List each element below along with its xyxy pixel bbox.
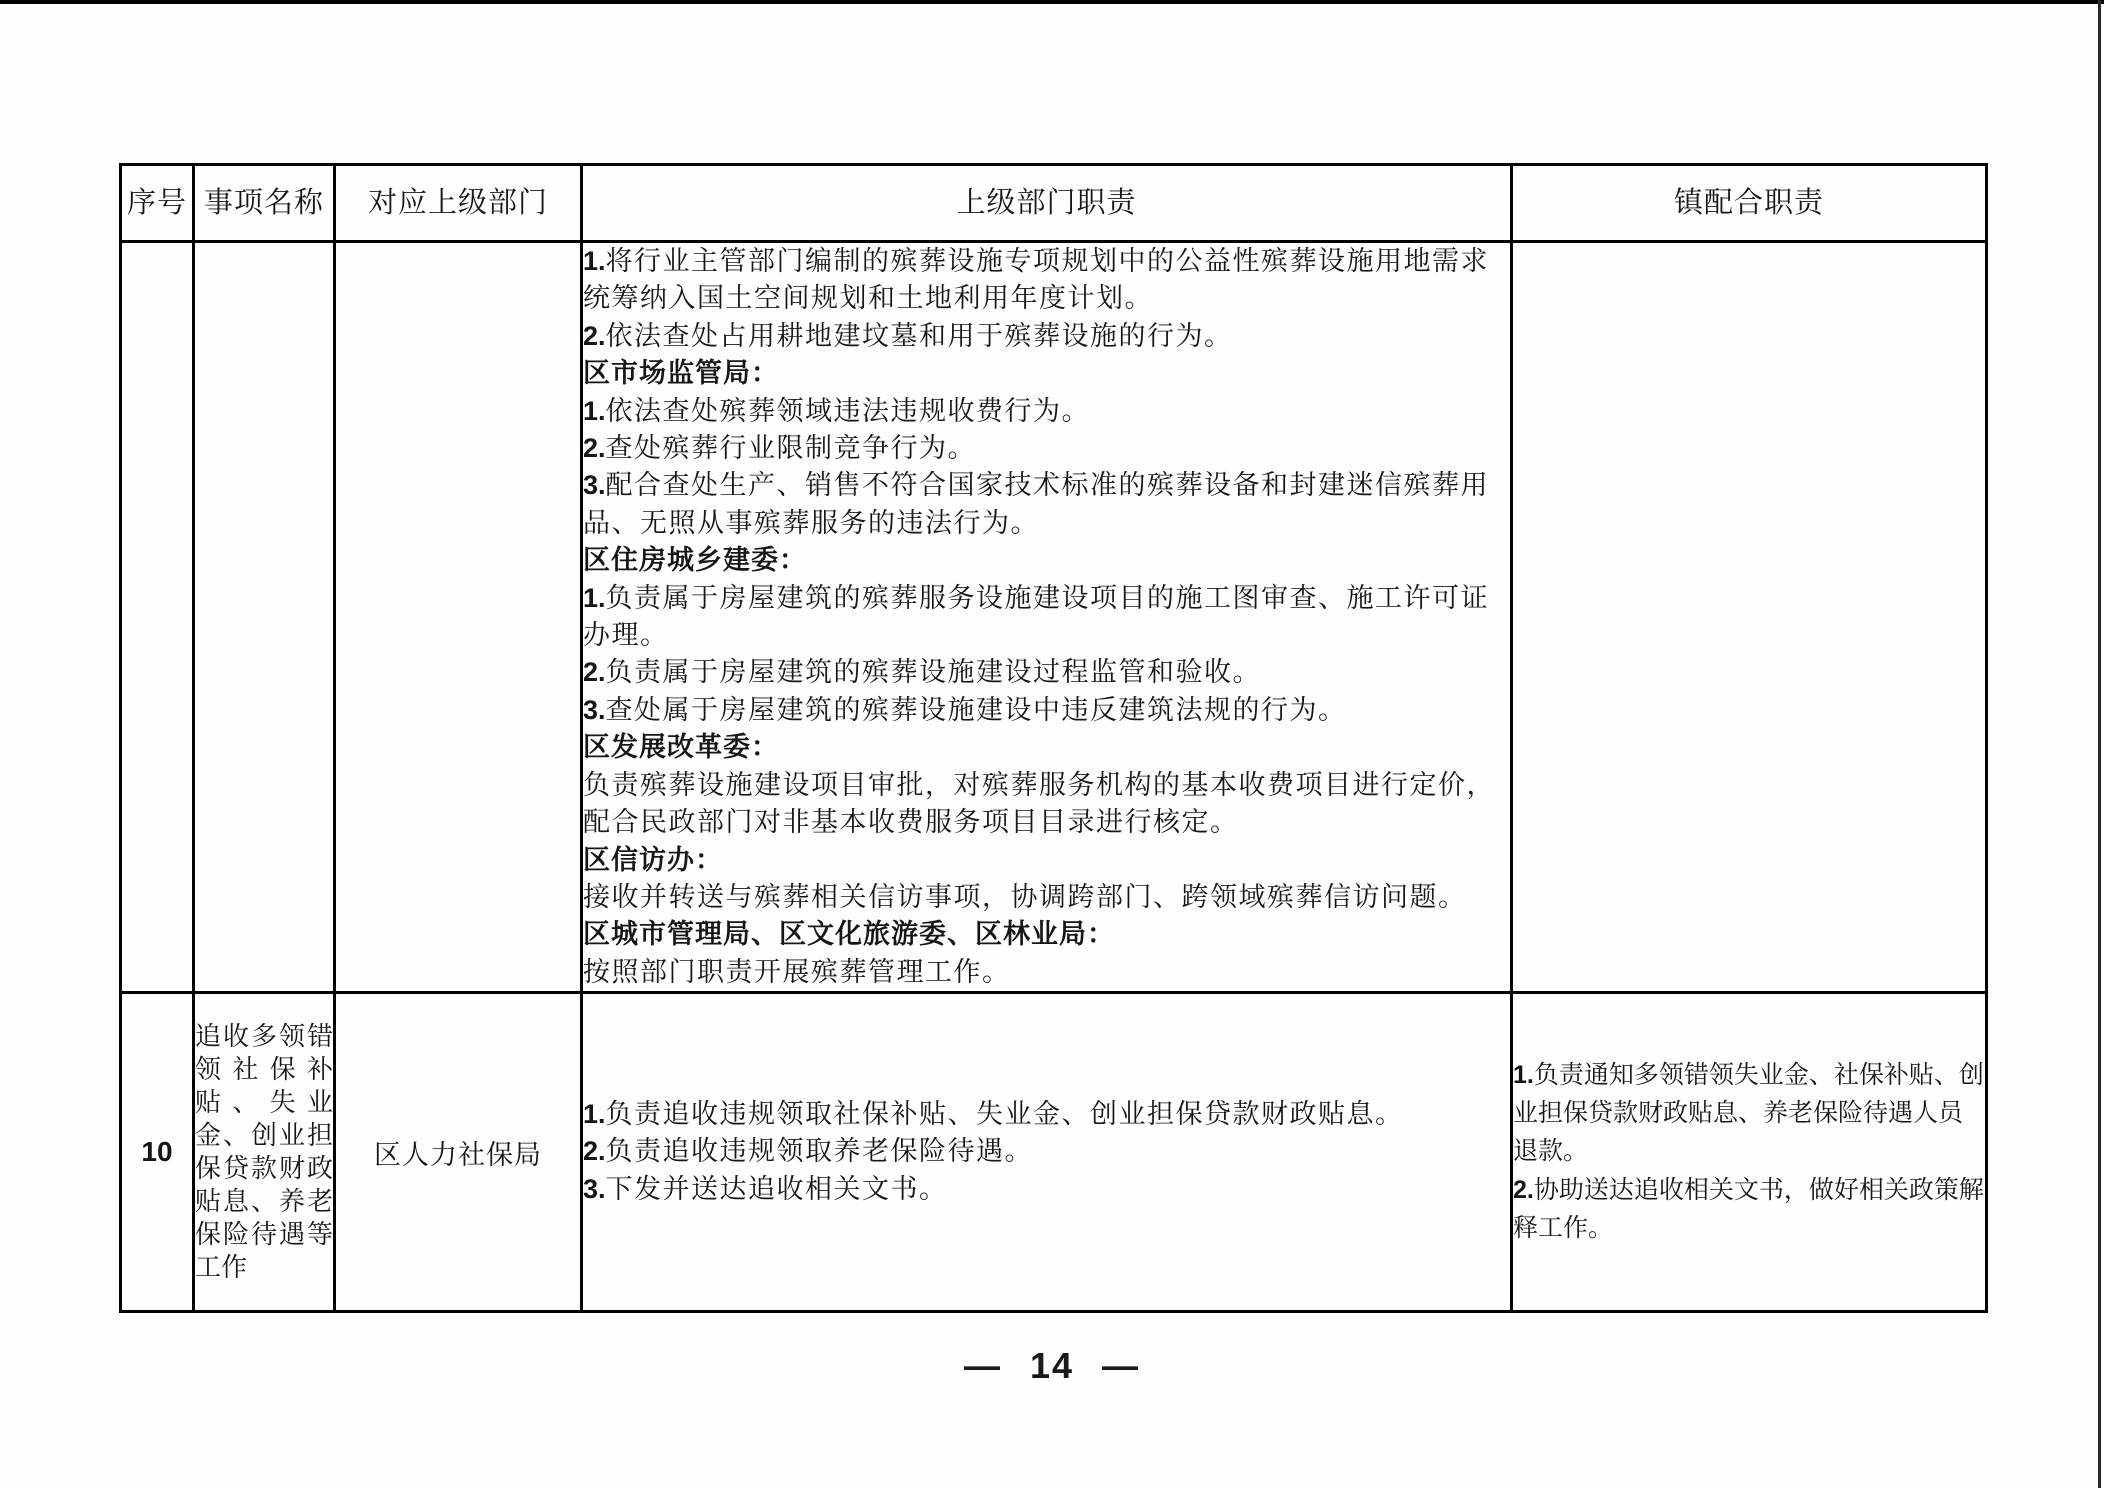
duty-text: 2.负责属于房屋建筑的殡葬设施建设过程监管和验收。 [583,657,1262,688]
list-number: 1. [583,246,606,276]
table-row-10 [121,993,1987,1312]
column-header-town-duties: 镇配合职责 [1512,165,1987,242]
department-heading: 区城市管理局、区文化旅游委、区林业局： [583,919,1115,950]
scan-artifact-top-line [0,0,2104,4]
duty-text: 1.将行业主管部门编制的殡葬设施专项规划中的公益性殡葬设施用地需求统筹纳入国土空间规划和土地利用年度计划。 [583,246,1490,314]
list-number: 3. [583,1173,606,1204]
duty-text: 1.负责通知多领错领失业金、社保补贴、创业担保贷款财政贴息、养老保险待遇人员退款。 [1513,1061,1984,1166]
cell-empty-seq [121,242,194,993]
table-container [119,163,1988,1313]
column-header-superior-department: 对应上级部门 [335,165,582,242]
list-number: 1. [583,395,606,426]
list-number: 2. [583,433,606,464]
list-number: 2. [1513,1176,1534,1205]
cell-seq-no: 10 [121,993,194,1312]
page-number: — 14 — [963,1345,1141,1386]
header-row [121,165,1987,242]
duty-text: 2.协助送达追收相关文书，做好相关政策解释工作。 [1513,1176,1984,1243]
list-number: 2. [583,657,606,688]
duty-text: 1.负责属于房屋建筑的殡葬服务设施建设项目的施工图审查、施工许可证办理。 [583,582,1490,651]
list-number: 2. [583,1136,606,1167]
duty-text: 接收并转送与殡葬相关信访事项，协调跨部门、跨领域殡葬信访问题。 [583,881,1467,912]
cell-superior-duties [582,993,1512,1312]
duty-text: 3.配合查处生产、销售不符合国家技术标准的殡葬设备和封建迷信殡葬用品、无照从事殡葬服务的违法行为。 [583,470,1490,538]
list-number: 3. [583,470,606,501]
duty-text: 按照部门职责开展殡葬管理工作。 [583,956,1011,987]
duty-text: 2.查处殡葬行业限制竞争行为。 [583,433,977,464]
duty-text: 3.查处属于房屋建筑的殡葬设施建设中违反建筑法规的行为。 [583,694,1347,725]
list-number: 2. [583,320,606,351]
list-number: 3. [583,694,606,725]
column-header-superior-duties: 上级部门职责 [582,165,1512,242]
duty-text: 负责殡葬设施建设项目审批，对殡葬服务机构的基本收费项目进行定价，配合民政部门对非基本收费服务项目目录进行核定。 [583,769,1495,838]
duty-text: 2.依法查处占用耕地建坟墓和用于殡葬设施的行为。 [583,320,1233,351]
department-heading: 区市场监管局： [583,358,779,389]
cell-superior-duties [582,242,1512,993]
list-number: 1. [583,1099,606,1130]
column-header-item-name: 事项名称 [194,165,335,242]
list-number: 1. [583,582,606,613]
cell-empty-town-duties [1512,242,1987,993]
cell-empty-department [335,242,582,993]
cell-town-duties [1512,993,1987,1312]
scan-artifact-right-line [2098,0,2101,1488]
department-heading: 区信访办： [583,844,723,875]
cell-item-name: 追收多领错领社保补贴、失业金、创业担保贷款财政贴息、养老保险待遇等工作 [194,993,335,1312]
column-header-seq-no: 序号 [121,165,194,242]
duty-text: 1.负责追收违规领取社保补贴、失业金、创业担保贷款财政贴息。 [583,1099,1404,1130]
department-heading: 区住房城乡建委： [583,545,807,576]
table-row-continuation [121,242,1987,993]
cell-superior-department: 区人力社保局 [335,993,582,1312]
responsibility-table [119,163,1988,1313]
duty-text: 2.负责追收违规领取养老保险待遇。 [583,1136,1034,1167]
list-number: 1. [1513,1061,1534,1090]
duty-text: 1.依法查处殡葬领域违法违规收费行为。 [583,395,1091,426]
department-heading: 区发展改革委： [583,732,779,763]
duty-text: 3.下发并送达追收相关文书。 [583,1173,948,1204]
cell-empty-item-name [194,242,335,993]
